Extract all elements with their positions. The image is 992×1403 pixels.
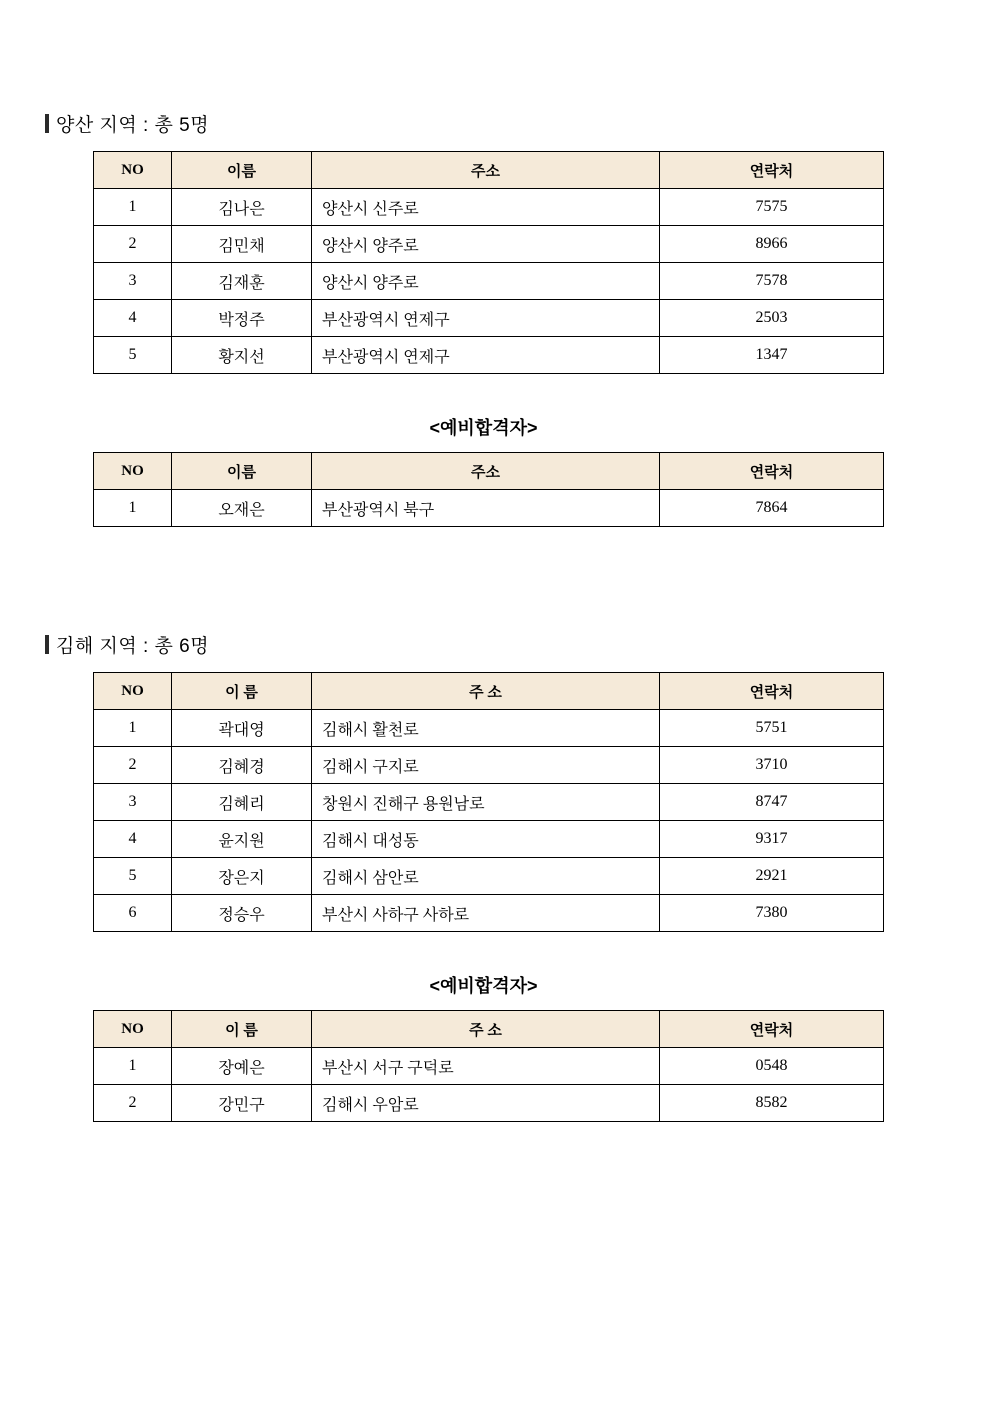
column-header-contact: 연락처: [660, 1011, 884, 1048]
table-yangsan-main: [93, 151, 884, 374]
table-row: [94, 226, 884, 263]
table-row: [94, 747, 884, 784]
table-header-row: [94, 453, 884, 490]
cell-address: 김해시 대성동: [312, 821, 660, 858]
cell-contact: 5751: [660, 710, 884, 747]
cell-name: 곽대영: [172, 710, 312, 747]
region-section-gimhae: [45, 631, 932, 1122]
table-row: [94, 300, 884, 337]
cell-no: 1: [94, 490, 172, 527]
column-header-address: 주 소: [312, 673, 660, 710]
cell-name: 오재은: [172, 490, 312, 527]
cell-no: 2: [94, 226, 172, 263]
cell-address: 부산시 서구 구덕로: [312, 1048, 660, 1085]
cell-name: 장은지: [172, 858, 312, 895]
table-row: [94, 858, 884, 895]
cell-contact: 7380: [660, 895, 884, 932]
table-header-row: [94, 673, 884, 710]
table-wrapper-yangsan-main: [45, 151, 932, 374]
cell-no: 1: [94, 1048, 172, 1085]
cell-contact: 8966: [660, 226, 884, 263]
spacer: [45, 527, 932, 631]
cell-address: 김해시 활천로: [312, 710, 660, 747]
spacer: [45, 374, 932, 414]
table-wrapper-gimhae-main: [45, 672, 932, 932]
column-header-no: NO: [94, 152, 172, 189]
cell-address: 김해시 구지로: [312, 747, 660, 784]
cell-name: 김혜리: [172, 784, 312, 821]
table-row: [94, 490, 884, 527]
cell-no: 5: [94, 337, 172, 374]
table-row: [94, 263, 884, 300]
section-heading-text: 김해 지역 : 총 6명: [56, 636, 210, 657]
cell-no: 6: [94, 895, 172, 932]
column-header-contact: 연락처: [660, 673, 884, 710]
reserve-title-gimhae: <예비합격자>: [429, 976, 538, 996]
cell-address: 부산광역시 연제구: [312, 337, 660, 374]
table-row: [94, 1085, 884, 1122]
table-row: [94, 337, 884, 374]
table-header-row: [94, 152, 884, 189]
column-header-address: 주 소: [312, 1011, 660, 1048]
cell-no: 5: [94, 858, 172, 895]
cell-address: 부산시 사하구 사하로: [312, 895, 660, 932]
cell-address: 부산광역시 연제구: [312, 300, 660, 337]
cell-address: 양산시 양주로: [312, 226, 660, 263]
cell-address: 김해시 삼안로: [312, 858, 660, 895]
cell-address: 양산시 양주로: [312, 263, 660, 300]
cell-name: 김재훈: [172, 263, 312, 300]
table-row: [94, 1048, 884, 1085]
cell-address: 양산시 신주로: [312, 189, 660, 226]
heading-bullet-icon: [45, 635, 49, 654]
section-heading-yangsan: [45, 110, 932, 137]
cell-contact: 7575: [660, 189, 884, 226]
column-header-address: 주소: [312, 152, 660, 189]
column-header-contact: 연락처: [660, 453, 884, 490]
cell-no: 2: [94, 747, 172, 784]
cell-name: 정승우: [172, 895, 312, 932]
table-row: [94, 710, 884, 747]
cell-contact: 1347: [660, 337, 884, 374]
cell-name: 장예은: [172, 1048, 312, 1085]
cell-contact: 7578: [660, 263, 884, 300]
heading-bullet-icon: [45, 114, 49, 133]
cell-no: 3: [94, 784, 172, 821]
column-header-address: 주소: [312, 453, 660, 490]
cell-address: 부산광역시 북구: [312, 490, 660, 527]
column-header-no: NO: [94, 1011, 172, 1048]
table-gimhae-main: [93, 672, 884, 932]
cell-name: 김민채: [172, 226, 312, 263]
column-header-no: NO: [94, 673, 172, 710]
cell-contact: 8582: [660, 1085, 884, 1122]
table-row: [94, 784, 884, 821]
cell-name: 강민구: [172, 1085, 312, 1122]
cell-no: 3: [94, 263, 172, 300]
cell-contact: 0548: [660, 1048, 884, 1085]
region-section-yangsan: [45, 110, 932, 527]
cell-contact: 9317: [660, 821, 884, 858]
cell-contact: 8747: [660, 784, 884, 821]
table-row: [94, 895, 884, 932]
reserve-title-yangsan: <예비합격자>: [429, 418, 538, 438]
cell-name: 박정주: [172, 300, 312, 337]
column-header-name: 이름: [172, 453, 312, 490]
section-heading-text: 양산 지역 : 총 5명: [56, 115, 210, 136]
table-gimhae-reserve: [93, 1010, 884, 1122]
column-header-no: NO: [94, 453, 172, 490]
spacer: [45, 932, 932, 972]
column-header-name: 이름: [172, 152, 312, 189]
cell-address: 김해시 우암로: [312, 1085, 660, 1122]
column-header-contact: 연락처: [660, 152, 884, 189]
cell-name: 김나은: [172, 189, 312, 226]
cell-no: 2: [94, 1085, 172, 1122]
cell-name: 김혜경: [172, 747, 312, 784]
cell-contact: 3710: [660, 747, 884, 784]
cell-name: 윤지원: [172, 821, 312, 858]
cell-contact: 2921: [660, 858, 884, 895]
table-row: [94, 821, 884, 858]
column-header-name: 이 름: [172, 1011, 312, 1048]
table-header-row: [94, 1011, 884, 1048]
section-heading-gimhae: [45, 631, 932, 658]
cell-no: 4: [94, 300, 172, 337]
table-row: [94, 189, 884, 226]
cell-contact: 2503: [660, 300, 884, 337]
table-wrapper-yangsan-reserve: [45, 452, 932, 527]
table-wrapper-gimhae-reserve: [45, 1010, 932, 1122]
column-header-name: 이 름: [172, 673, 312, 710]
table-yangsan-reserve: [93, 452, 884, 527]
cell-contact: 7864: [660, 490, 884, 527]
cell-address: 창원시 진해구 용원남로: [312, 784, 660, 821]
cell-name: 황지선: [172, 337, 312, 374]
cell-no: 4: [94, 821, 172, 858]
cell-no: 1: [94, 710, 172, 747]
cell-no: 1: [94, 189, 172, 226]
